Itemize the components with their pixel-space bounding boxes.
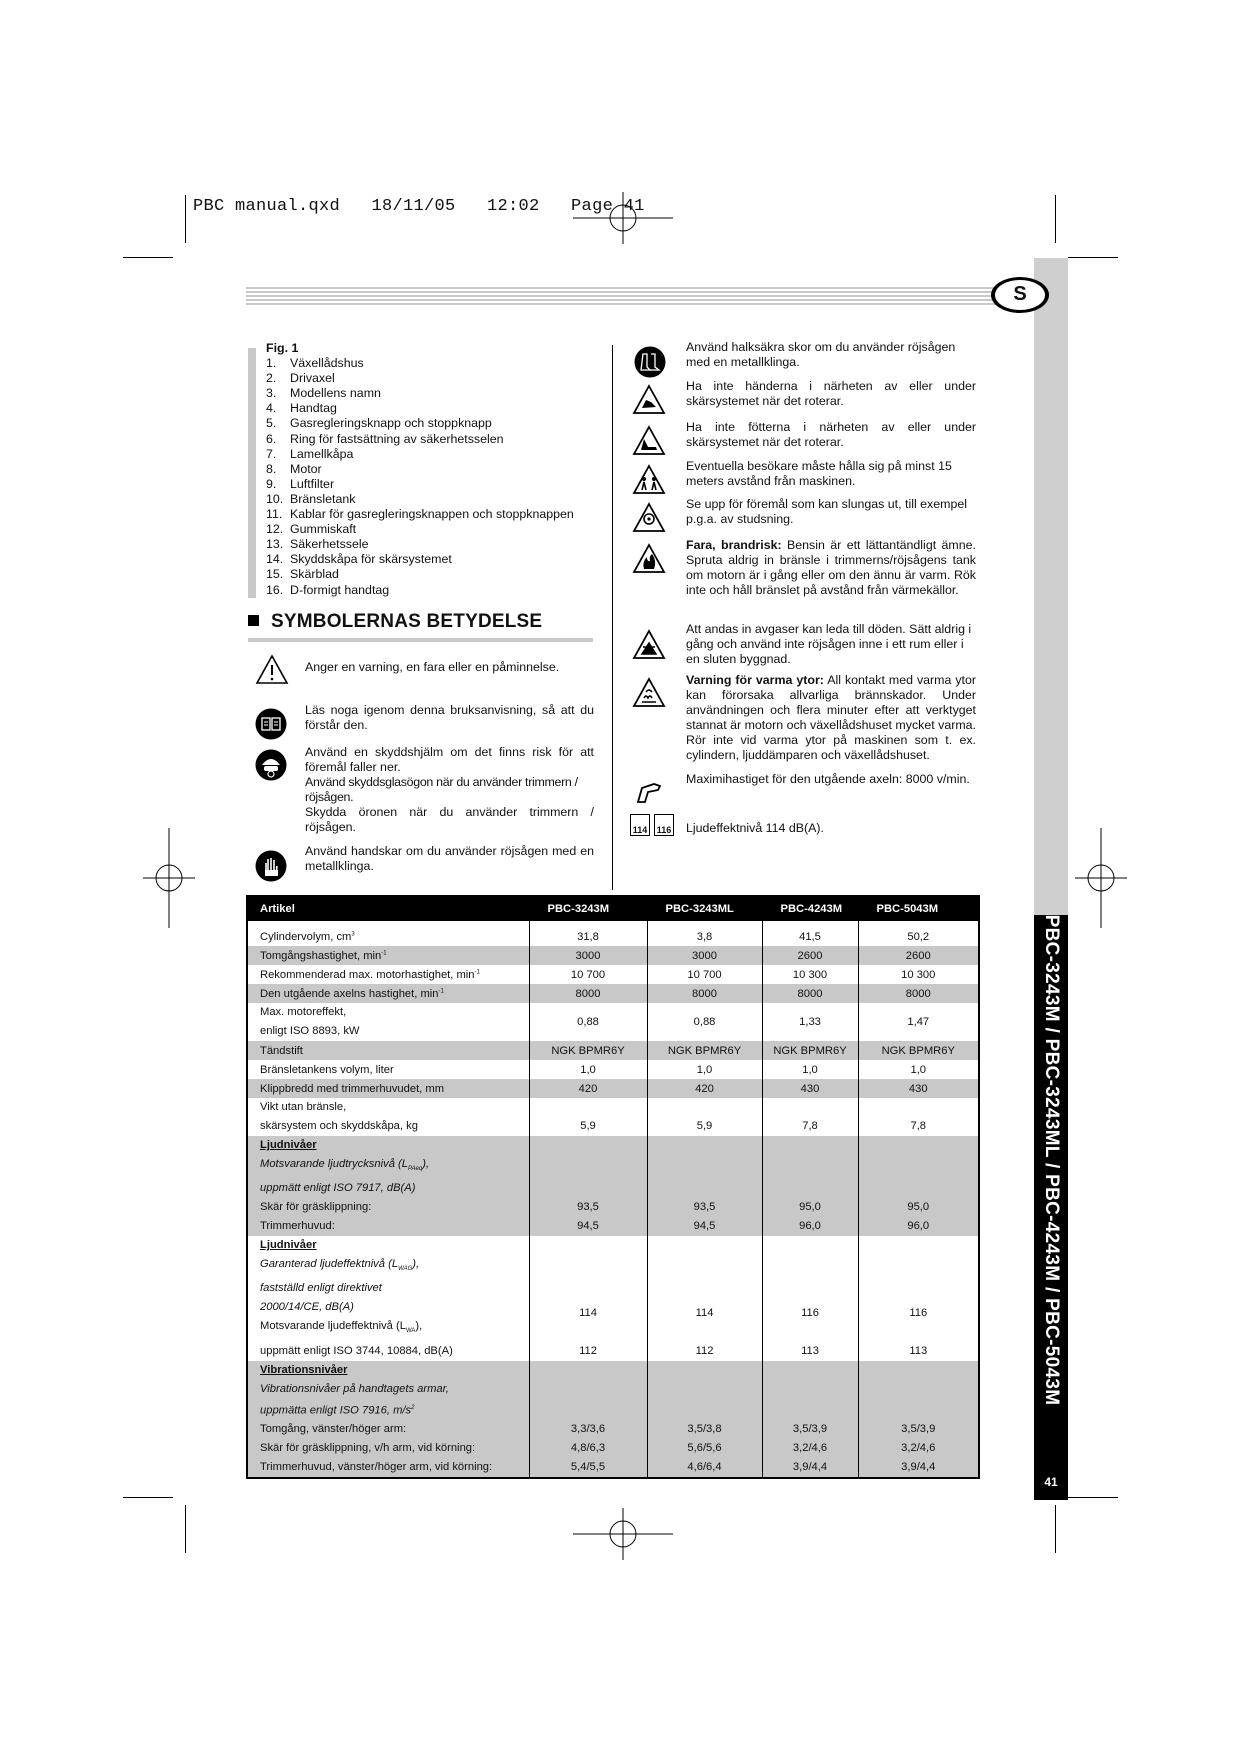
symbol-text-hot-surface: Varning för varma ytor: All kontakt med varma ytor kan förorsaka allvarliga brännskador. Under användningen och flera minuter efter att verktyget stannat är motorn och växellådshuset mycket varma. Rör inte vid varma ytor på maskinen som t. ex. cylindern, ljuddämparen och växellådshuset. xyxy=(686,673,976,763)
crop-mark xyxy=(123,1497,173,1498)
table-row xyxy=(247,1079,979,1098)
cell: 50,2 xyxy=(858,927,979,946)
fig-legend xyxy=(266,341,574,598)
table-row xyxy=(247,1003,979,1041)
cell: 116 113 xyxy=(858,1236,979,1360)
section-title: SYMBOLERNAS BETYDELSE xyxy=(248,611,542,633)
fig-item: 2. Drivaxel xyxy=(266,371,335,386)
crop-mark xyxy=(185,1505,186,1553)
row-label: Den utgående axelns hastighet, $\min^{-1}$ xyxy=(247,984,529,1003)
crop-mark xyxy=(123,257,173,258)
fig-item: 11. Kablar för gasregleringsknappen och stoppknappen xyxy=(266,507,574,522)
sound-power-label-b: 116 xyxy=(654,814,674,836)
fire-hazard-icon xyxy=(632,543,666,574)
symbol-text-gloves: Använd handskar om du använder röjsågen med en metallklinga. xyxy=(305,844,594,874)
max-speed-icon xyxy=(634,776,664,806)
fig-item: 1. Växellådshus xyxy=(266,356,364,371)
symbol-text-boots: Använd halksäkra skor om du använder röjsågen med en metallklinga. xyxy=(686,340,956,370)
cell: 95,0 96,0 xyxy=(762,1136,858,1236)
cell: 10 700 xyxy=(529,965,647,984)
cell: NGK BPMR6Y xyxy=(647,1041,762,1060)
fig-item: 10. Bränsletank xyxy=(266,491,356,506)
cell: 10 300 xyxy=(762,965,858,984)
row-label: Max. motoreffekt, enligt ISO 8893, kW xyxy=(260,1006,360,1037)
table-header: Artikel xyxy=(247,896,529,921)
cell: 8000 xyxy=(647,984,762,1003)
table-section-row xyxy=(247,1361,979,1479)
row-label: Bränsletankens volym, liter xyxy=(260,1063,394,1076)
cell: NGK BPMR6Y xyxy=(858,1041,979,1060)
gloves-icon xyxy=(255,850,287,882)
cell: 1,0 xyxy=(529,1060,647,1079)
cell: 3,5/3,9 3,2/4,6 3,9/4,4 xyxy=(762,1361,858,1479)
safety-boots-icon xyxy=(634,346,666,378)
row-label: Tomgångshastighet, $\min^{-1}$ xyxy=(247,946,529,965)
cell: 3,8 xyxy=(647,927,762,946)
fig-item: 13. Säkerhetssele xyxy=(266,537,369,552)
page-number: 41 xyxy=(1044,1475,1058,1489)
cell: 7,8 xyxy=(858,1098,979,1136)
fig-list-bar xyxy=(248,348,256,598)
cell: 116 113 xyxy=(762,1236,858,1360)
section-label: Ljudnivåer Motsvarande ljudtrycksnivå $(L_{PAeq})$, uppmätt enligt ISO 7917, dB(A) Skär för gräsklippning: Trimmerhuvud: xyxy=(247,1136,529,1236)
cell: 8000 xyxy=(529,984,647,1003)
cell: NGK BPMR6Y xyxy=(529,1041,647,1060)
symbol-text-thrown: Se upp för föremål som kan slungas ut, till exempel p.g.a. av studsning. xyxy=(686,497,967,527)
table-header-row xyxy=(247,896,979,921)
fig-item: 9. Luftfilter xyxy=(266,476,335,491)
read-manual-icon xyxy=(255,708,287,740)
fig-item: 8. Motor xyxy=(266,461,322,476)
table-row xyxy=(247,927,979,946)
thrown-objects-icon xyxy=(632,502,666,533)
registration-mark-top xyxy=(573,192,673,244)
crop-mark xyxy=(1068,1497,1118,1498)
row-label: Klippbredd med trimmerhuvudet, mm xyxy=(247,1079,529,1098)
cell: 93,5 94,5 xyxy=(529,1136,647,1236)
symbol-text-helmet xyxy=(305,745,594,836)
cell: 5,9 xyxy=(647,1098,762,1136)
symbol-text-sound: Ljudeffektnivå 114 dB(A). xyxy=(686,821,824,835)
symbol-text-hands: Ha inte händerna i närheten av eller under skärsystemet när det roterar. xyxy=(686,379,976,409)
row-label: Vikt utan bränsle, skärsystem och skyddskåpa, kg xyxy=(260,1101,418,1132)
header-rule xyxy=(246,287,1041,305)
cell: 1,0 xyxy=(858,1060,979,1079)
cell: 430 xyxy=(762,1079,858,1098)
fig-item: 15. Skärblad xyxy=(266,567,339,582)
language-badge xyxy=(990,275,1050,315)
table-row xyxy=(247,1060,979,1079)
column-divider xyxy=(612,345,613,890)
sound-power-icon xyxy=(630,814,675,836)
cell: 8000 xyxy=(762,984,858,1003)
cell: 3,5/3,9 3,2/4,6 3,9/4,4 xyxy=(858,1361,979,1479)
cell: 0,88 xyxy=(647,1003,762,1041)
table-row xyxy=(247,1098,979,1136)
symbol-text-warning: Anger en varning, en fara eller en påminnelse. xyxy=(305,660,560,674)
cell: 2600 xyxy=(762,946,858,965)
table-header: PBC-5043M xyxy=(858,896,979,921)
table-row xyxy=(247,1041,979,1060)
cell: 430 xyxy=(858,1079,979,1098)
table-section-row xyxy=(247,1236,979,1360)
section-label: Ljudnivåer Garanterad ljudeffektnivå $(L_{WAG})$, fastställd enligt direktivet 2000/14/CE, dB(A) Motsvarande ljudeffektnivå $(L_{WA})$, uppmätt enligt ISO 3744, 10884, dB(A) xyxy=(260,1239,453,1357)
cell: 8000 xyxy=(858,984,979,1003)
cell: 93,5 94,5 xyxy=(647,1136,762,1236)
crop-mark xyxy=(1068,257,1118,258)
cell: 114 112 xyxy=(647,1236,762,1360)
cell: 41,5 xyxy=(762,927,858,946)
registration-mark-bottom xyxy=(573,1508,673,1560)
table-row xyxy=(247,965,979,984)
row-label: Cylindervolym, $cm^3$ xyxy=(260,930,355,943)
cell: 3,3/3,6 4,8/6,3 5,4/5,5 xyxy=(529,1361,647,1479)
fig-item: 3. Modellens namn xyxy=(266,386,381,401)
crop-mark xyxy=(185,195,186,243)
spec-table xyxy=(246,895,980,1479)
row-label: Rekommenderad max. motorhastighet, $\min^{-1}$ xyxy=(260,968,480,981)
symbol-text-exhaust: Att andas in avgaser kan leda till döden. Sätt aldrig i gång och använd inte röjsågen inne i ett rum eller i en sluten byggnad. xyxy=(686,622,972,667)
foot-hazard-icon xyxy=(632,425,666,456)
fig-item: 12. Gummiskaft xyxy=(266,522,357,537)
cell: 1,33 xyxy=(762,1003,858,1041)
registration-mark-right xyxy=(1075,828,1127,928)
exhaust-gas-icon xyxy=(632,629,666,660)
cell: 95,0 96,0 xyxy=(858,1136,979,1236)
cell: 1,47 xyxy=(858,1003,979,1041)
cell: 5,9 xyxy=(529,1098,647,1136)
cell: 3000 xyxy=(647,946,762,965)
helmet-goggles-ear-icon xyxy=(255,749,287,781)
table-section-row xyxy=(247,1136,979,1236)
section-underline xyxy=(248,638,593,642)
cell: 420 xyxy=(529,1079,647,1098)
cell: 10 300 xyxy=(858,965,979,984)
cell: 1,0 xyxy=(647,1060,762,1079)
side-model-title: PBC-3243M / PBC-3243ML / PBC-4243M / PBC-5043M xyxy=(1041,914,1062,1406)
symbol-text-helmet-1: Använd en skyddshjälm om det finns risk för att föremål faller ner. xyxy=(305,745,594,775)
fig-item: 6. Ring för fastsättning av säkerhetsselen xyxy=(266,431,504,446)
fig-item: 4. Handtag xyxy=(266,401,337,416)
hand-hazard-icon xyxy=(632,384,666,415)
cell: NGK BPMR6Y xyxy=(762,1041,858,1060)
table-header: PBC-3243ML xyxy=(647,896,762,921)
fig-item: 16. D-formigt handtag xyxy=(266,582,390,597)
cell: 10 700 xyxy=(647,965,762,984)
cell: 114 112 xyxy=(529,1236,647,1360)
cell: 3000 xyxy=(529,946,647,965)
cell: 420 xyxy=(647,1079,762,1098)
language-badge-letter: S xyxy=(1013,283,1027,305)
registration-mark-left xyxy=(143,828,195,928)
sound-power-label-a: 114 xyxy=(630,814,650,836)
cell: 0,88 xyxy=(529,1003,647,1041)
cell: 2600 xyxy=(858,946,979,965)
symbol-text-distance: Eventuella besökare måste hålla sig på minst 15 meters avstånd från maskinen. xyxy=(686,459,952,489)
symbol-text-fire: Fara, brandrisk: Bensin är ett lättantändligt ämne. Spruta aldrig in bränsle i trimmerns/röjsågens tank om motorn är i gång eller om den ännu är varm. Rök inte och håll bränslet på avstånd från värmekällor. xyxy=(686,538,976,598)
fig-title: Fig. 1 xyxy=(266,341,299,355)
distance-15m-icon xyxy=(632,464,666,495)
symbol-text-max-speed: Maximihastiget för den utgående axeln: 8000 v/min. xyxy=(686,772,970,786)
symbol-text-hot-bold: Varning för varma ytor: xyxy=(686,673,824,687)
symbol-text-helmet-3: Skydda öronen när du använder trimmern / röjsågen. xyxy=(305,805,594,835)
symbol-text-helmet-2: Använd skyddsglasögon när du använder trimmern / röjsågen. xyxy=(305,775,578,805)
crop-mark xyxy=(1055,1505,1056,1553)
print-slug: PBC manual.qxd 18/11/05 12:02 Page 41 xyxy=(193,197,645,216)
cell: 31,8 xyxy=(529,927,647,946)
fig-item: 5. Gasregleringsknapp och stoppknapp xyxy=(266,416,492,431)
cell: 1,0 xyxy=(762,1060,858,1079)
fig-item: 14. Skyddskåpa för skärsystemet xyxy=(266,552,452,567)
table-header: PBC-3243M xyxy=(529,896,647,921)
symbol-text-fire-bold: Fara, brandrisk: xyxy=(686,538,782,552)
symbol-text-manual: Läs noga igenom denna bruksanvisning, så att du förstår den. xyxy=(305,703,594,733)
section-label: Vibrationsnivåer Vibrationsnivåer på handtagets armar, uppmätta enligt ISO 7916, $m/s^2$ Tomgång, vänster/höger arm: Skär för gräsklippning, v/h arm, vid körning: Trimmerhuvud, vänster/höger arm, vid körning: xyxy=(247,1361,529,1479)
row-label: Tändstift xyxy=(247,1041,529,1060)
symbol-text-feet: Ha inte fötterna i närheten av eller under skärsystemet när det roterar. xyxy=(686,420,976,450)
table-row xyxy=(247,984,979,1003)
table-row xyxy=(247,946,979,965)
cell: 3,5/3,8 5,6/5,6 4,6/6,4 xyxy=(647,1361,762,1479)
crop-mark xyxy=(1055,195,1056,243)
table-header: PBC-4243M xyxy=(762,896,858,921)
warning-triangle-icon xyxy=(255,654,289,685)
cell: 7,8 xyxy=(762,1098,858,1136)
hot-surface-icon xyxy=(632,677,666,708)
fig-item: 7. Lamellkåpa xyxy=(266,446,354,461)
